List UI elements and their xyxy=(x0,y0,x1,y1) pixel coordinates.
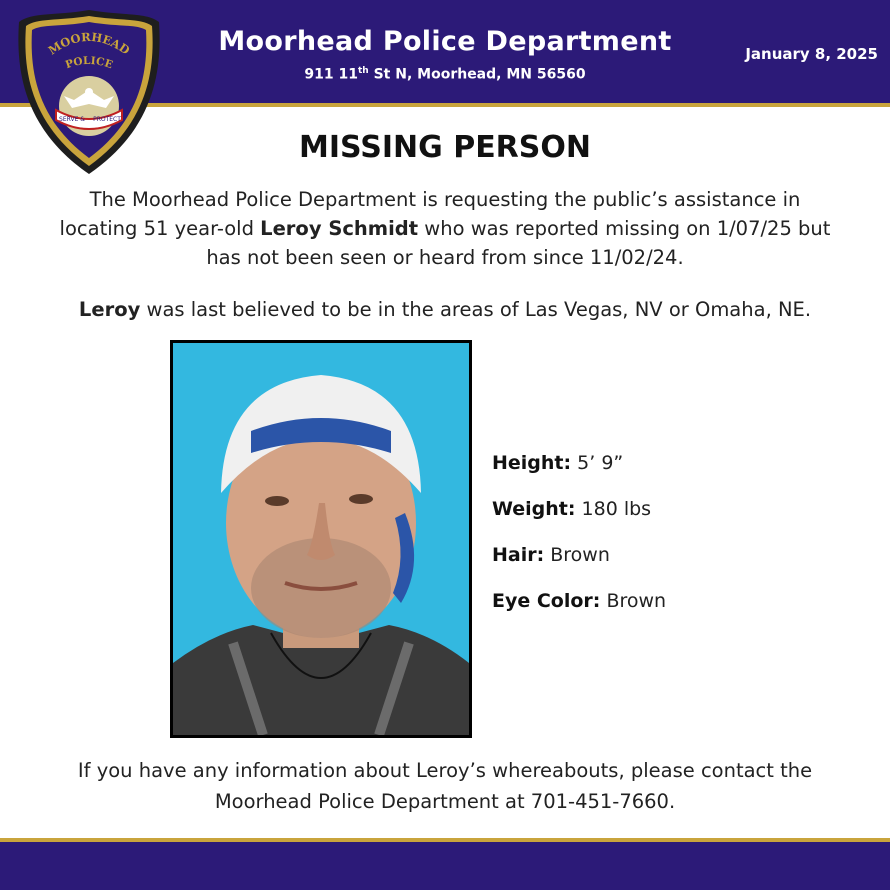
missing-person-photo xyxy=(170,340,472,738)
hair-detail: Hair: Brown xyxy=(492,544,610,566)
last-location-paragraph: Leroy was last believed to be in the areas of Las Vegas, NV or Omaha, NE. xyxy=(78,298,812,321)
badge-bottom-text: POLICE xyxy=(63,54,115,72)
badge-banner-right-text: PROTECT xyxy=(93,116,121,123)
missing-person-name: Leroy Schmidt xyxy=(260,217,419,240)
footer-bar xyxy=(0,842,890,890)
contact-line-2: Moorhead Police Department at 701-451-7660. xyxy=(214,790,676,813)
contact-line-1: If you have any information about Leroy’s whereabouts, please contact the xyxy=(77,759,813,782)
notice-date: January 8, 2025 xyxy=(745,45,878,63)
notice-paragraph: The Moorhead Police Department is requesting the public’s assistance in locating 51 year-old Leroy Schmidt who was reported missing on 1/07/25 but has not been seen or heard from since 11/02/24. xyxy=(59,188,831,269)
physical-description xyxy=(492,450,666,634)
department-address: 911 11th St N, Moorhead, MN 56560 xyxy=(304,66,586,83)
contact-info xyxy=(30,755,860,817)
height-detail: Height: 5’ 9” xyxy=(492,452,624,474)
badge-top-text: MOORHEAD xyxy=(45,29,133,58)
department-name: Moorhead Police Department xyxy=(218,26,672,57)
page-title: MISSING PERSON xyxy=(298,130,592,165)
badge-banner-left-text: SERVE & xyxy=(59,116,85,123)
eye-color-detail: Eye Color: Brown xyxy=(492,590,667,612)
weight-detail: Weight: 180 lbs xyxy=(492,498,652,520)
